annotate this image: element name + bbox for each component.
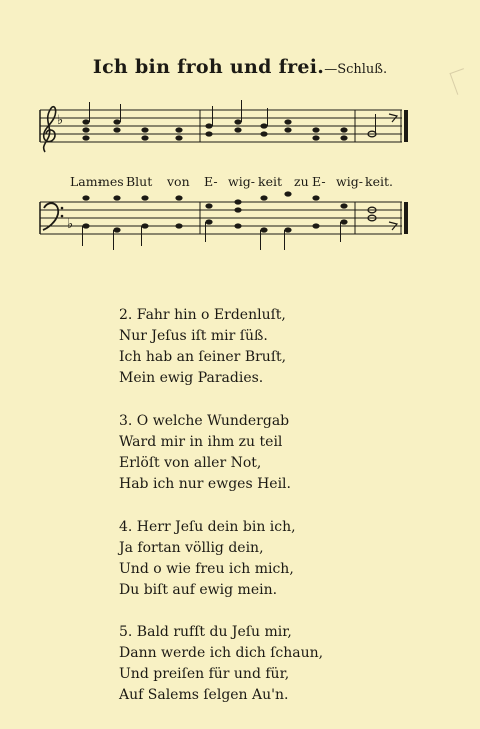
hymn-title: Ich bin froh und frei. (92, 56, 325, 78)
lyric-syllable: wig- (336, 174, 363, 189)
stanza-line: 4. Herr Jeſu dein bin ich, (119, 519, 296, 535)
lyric-syllable: keit (258, 174, 282, 189)
hymn-heading (0, 56, 480, 78)
stanza-line: 2. Fahr hin o Erdenluſt, (119, 307, 286, 323)
stanza-line: Dann werde ich dich ſchaun, (119, 645, 324, 661)
stanza-2 (119, 305, 286, 389)
bass-staff (40, 191, 408, 250)
treble-clef-icon (44, 107, 56, 152)
lyric-syllable: Blut (126, 174, 153, 189)
hymn-subtitle: Schluß. (337, 62, 388, 77)
treble-staff (40, 100, 408, 152)
stanza-line: Ja fortan völlig dein, (119, 540, 264, 556)
lyric-syllable: von (167, 174, 190, 189)
stanza-line: Und o wie freu ich mich, (119, 561, 294, 577)
stanza-line: Auf Salems ſelgen Au'n. (119, 687, 289, 703)
stanza-4 (119, 517, 296, 601)
lyric-syllable: mes (98, 174, 124, 189)
stanza-line: Und preiſen für und für, (119, 666, 290, 682)
stanza-line: Hab ich nur ewges Heil. (119, 476, 291, 492)
lyric-syllable: E- (312, 174, 326, 189)
stanza-line: Du biſt auf ewig mein. (119, 582, 278, 598)
hymn-subtitle-dash: — (324, 62, 338, 77)
stanza-line: 3. O welche Wundergab (119, 413, 290, 429)
svg-text:♭: ♭ (67, 217, 74, 232)
stanza-line: Nur Jeſus iſt mir ſüß. (119, 328, 268, 344)
lyric-syllable: Lam- (70, 174, 102, 189)
stanza-line: Mein ewig Paradies. (119, 370, 264, 386)
stanza-5 (119, 622, 323, 706)
svg-text:♭: ♭ (57, 113, 64, 128)
lyric-syllable: wig- (228, 174, 255, 189)
lyric-syllable: E- (204, 174, 218, 189)
stanza-3 (119, 411, 291, 495)
stanza-line: Erlöſt von aller Not, (119, 455, 262, 471)
lyric-syllable: keit. (365, 174, 393, 189)
stanza-line: 5. Bald rufſt du Jeſu mir, (119, 624, 292, 640)
lyric-line (0, 174, 480, 194)
stanza-line: Ward mir in ihm zu teil (119, 434, 283, 450)
lyric-syllable: zu (294, 174, 309, 189)
stanza-line: Ich hab an ſeiner Bruſt, (119, 349, 287, 365)
